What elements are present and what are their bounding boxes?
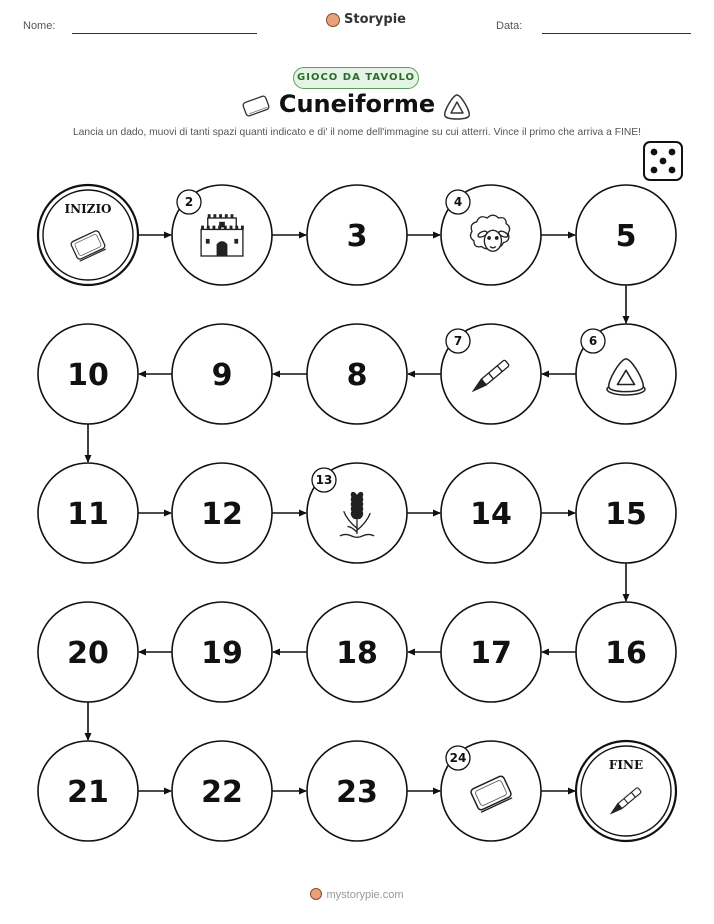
space-number: 20 bbox=[67, 636, 109, 671]
board-space-18 bbox=[307, 602, 407, 702]
board-space-19 bbox=[172, 602, 272, 702]
name-label: Nome: bbox=[23, 20, 56, 32]
start-label: INIZIO bbox=[64, 202, 112, 216]
finish-label: FINE bbox=[608, 758, 644, 772]
board-space-23 bbox=[307, 741, 407, 841]
space-number: 12 bbox=[201, 497, 243, 532]
board-space-16 bbox=[576, 602, 676, 702]
page-title: Cuneiforme bbox=[278, 90, 436, 118]
space-number-badge: 24 bbox=[449, 751, 467, 765]
space-number: 17 bbox=[470, 636, 512, 671]
space-number: 18 bbox=[336, 636, 378, 671]
space-number: 22 bbox=[201, 775, 243, 810]
board-space-14 bbox=[441, 463, 541, 563]
footer-url: mystorypie.com bbox=[326, 889, 404, 901]
storypie-logo-icon bbox=[310, 888, 322, 900]
board-space-4 bbox=[441, 185, 541, 285]
space-number: 23 bbox=[336, 775, 378, 810]
board-space-9 bbox=[172, 324, 272, 424]
space-number-badge: 13 bbox=[315, 473, 333, 487]
space-number: 8 bbox=[346, 358, 368, 393]
board-space-24 bbox=[441, 741, 541, 841]
space-number: 15 bbox=[605, 497, 647, 532]
board-space-5 bbox=[576, 185, 676, 285]
category-badge: GIOCO DA TAVOLO bbox=[293, 67, 419, 89]
date-label: Data: bbox=[496, 20, 523, 32]
board-space-2 bbox=[172, 185, 272, 285]
brand-name: Storypie bbox=[344, 12, 406, 27]
board-space-10 bbox=[38, 324, 138, 424]
space-number: 16 bbox=[605, 636, 647, 671]
space-number: 21 bbox=[67, 775, 109, 810]
space-number: 11 bbox=[67, 497, 109, 532]
board-space-13 bbox=[307, 463, 407, 563]
space-number-badge: 7 bbox=[453, 334, 463, 348]
instructions: Lancia un dado, muovi di tanti spazi quanti indicato e di' il nome dell'immagine su cui atterri. Vince il primo che arriva a FINE! bbox=[72, 127, 642, 138]
space-number: 3 bbox=[346, 219, 368, 254]
board-space-6 bbox=[576, 324, 676, 424]
board-space-21 bbox=[38, 741, 138, 841]
board-space-7 bbox=[441, 324, 541, 424]
space-number-badge: 4 bbox=[453, 195, 463, 209]
board-space-12 bbox=[172, 463, 272, 563]
board-space-17 bbox=[441, 602, 541, 702]
board-space-25 bbox=[576, 741, 676, 841]
board-space-11 bbox=[38, 463, 138, 563]
space-number: 19 bbox=[201, 636, 243, 671]
board-space-1 bbox=[38, 185, 138, 285]
space-number: 9 bbox=[211, 358, 233, 393]
board-space-15 bbox=[576, 463, 676, 563]
board-space-20 bbox=[38, 602, 138, 702]
space-number: 14 bbox=[470, 497, 512, 532]
board-space-22 bbox=[172, 741, 272, 841]
board-space-3 bbox=[307, 185, 407, 285]
space-number: 5 bbox=[615, 219, 637, 254]
space-number-badge: 6 bbox=[588, 334, 598, 348]
footer bbox=[0, 888, 714, 901]
space-number: 10 bbox=[67, 358, 109, 393]
space-number-badge: 2 bbox=[184, 195, 194, 209]
board-space-8 bbox=[307, 324, 407, 424]
